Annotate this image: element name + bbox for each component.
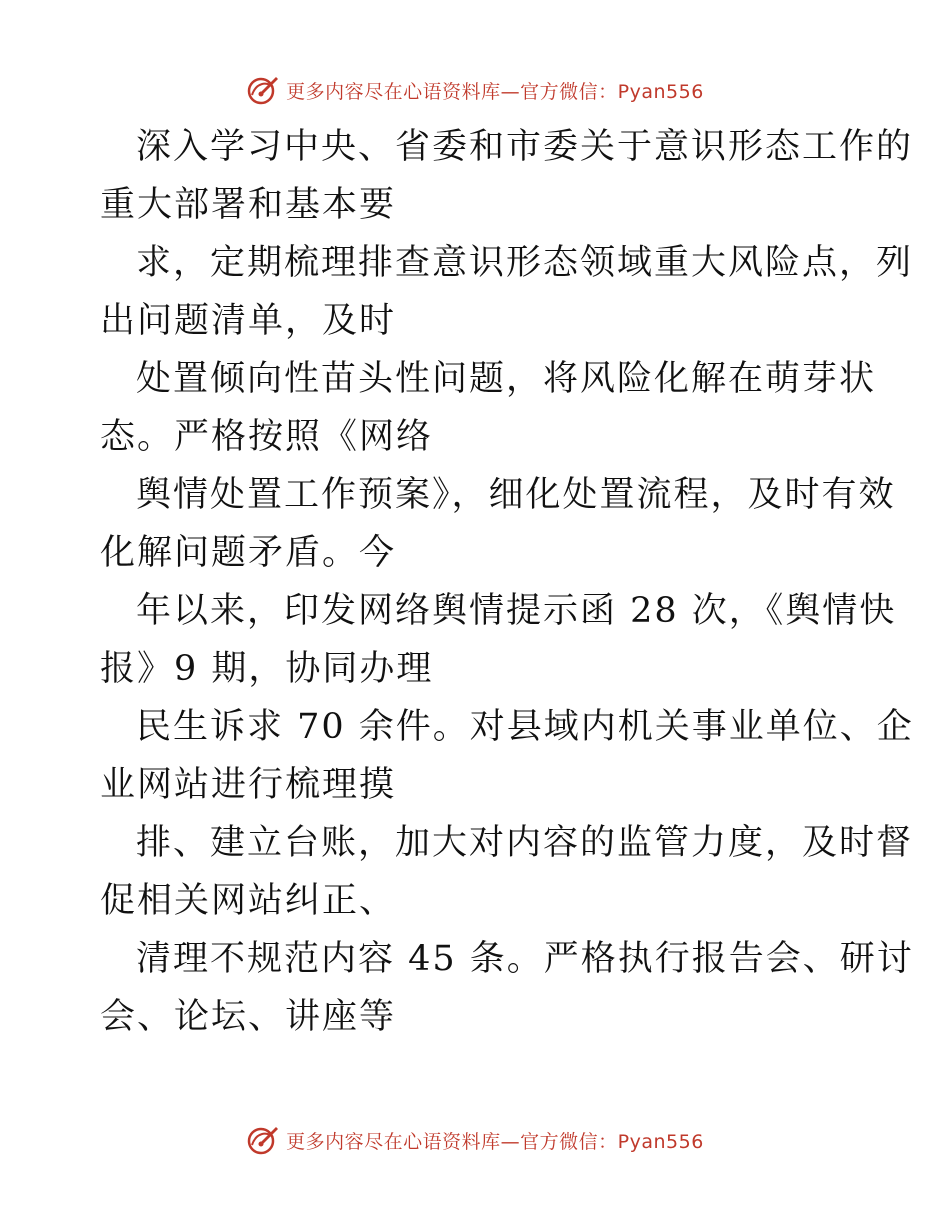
text-line: 态。严格按照《网络 [100, 417, 434, 457]
text-line: 出问题清单，及时 [100, 301, 397, 341]
text-line: 年以来，印发网络舆情提示函 28 次，《舆情快 [136, 591, 897, 631]
text-line: 报》9 期，协同办理 [100, 649, 434, 689]
footer-watermark [0, 1120, 950, 1160]
text-line: 化解问题矛盾。今 [100, 533, 397, 573]
text-line: 民生诉求 70 余件。对县域内机关事业单位、企 [136, 707, 914, 747]
watermark-text: 更多内容尽在心语资料库—官方微信：Pyan556 [286, 80, 704, 103]
text-line: 会、论坛、讲座等 [100, 997, 397, 1037]
text-line: 业网站进行梳理摸 [100, 765, 397, 805]
text-line: 求，定期梳理排查意识形态领域重大风险点，列 [136, 243, 914, 283]
document-body [100, 118, 914, 1046]
text-line: 排、建立台账，加大对内容的监管力度，及时督 [136, 823, 914, 863]
pen-swirl-logo-icon [246, 73, 280, 107]
header-watermark [0, 70, 950, 110]
watermark-text: 更多内容尽在心语资料库—官方微信：Pyan556 [286, 1130, 704, 1153]
text-line: 深入学习中央、省委和市委关于意识形态工作的 [136, 127, 914, 167]
text-line: 重大部署和基本要 [100, 185, 397, 225]
text-line: 促相关网站纠正、 [100, 881, 397, 921]
text-line: 清理不规范内容 45 条。严格执行报告会、研讨 [136, 939, 914, 979]
pen-swirl-logo-icon [246, 1123, 280, 1157]
text-line: 处置倾向性苗头性问题，将风险化解在萌芽状 [136, 359, 877, 399]
text-line: 舆情处置工作预案》，细化处置流程，及时有效 [136, 475, 896, 515]
